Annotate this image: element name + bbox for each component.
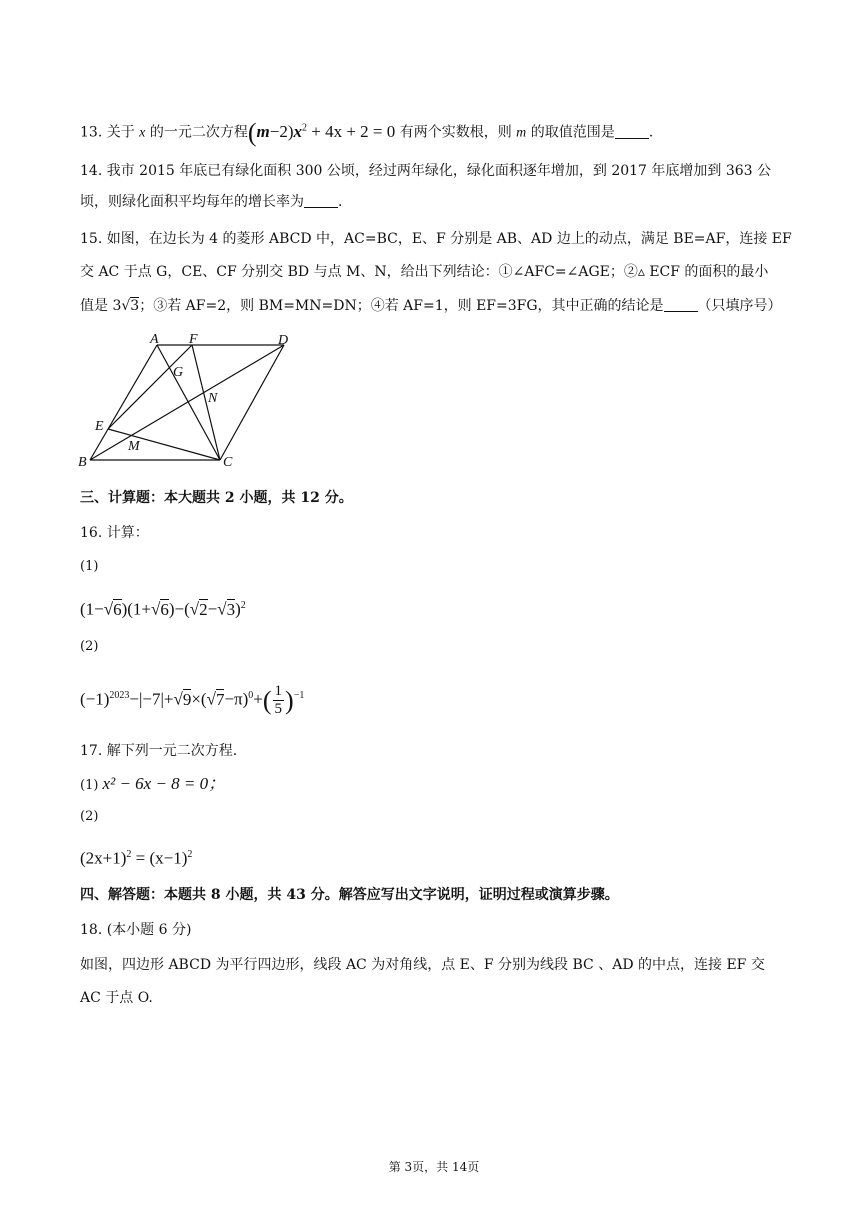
q17-part-2-label: (2) [80,809,99,824]
segment-ce [108,429,220,460]
edge-dc [220,345,284,460]
q13-prefix: 13. 关于 [80,124,140,141]
q13-mid: 的一元二次方程 [145,124,248,141]
question-16-title: 16. 计算： [80,525,149,541]
label-d: D [278,333,289,348]
question-15-line-1: 15. 如图，在边长为 4 的菱形 ABCD 中，AC=BC，E、F 分别是 AB、AD 边上的动点，满足 BE=AF，连接 EF [80,231,792,247]
section-3-heading: 三、计算题：本大题共 2 小题，共 12 分。 [80,490,353,506]
label-m: M [128,439,140,454]
question-18-title: 18. (本小题 6 分) [80,922,192,938]
sqrt-symbol: √ [121,298,131,314]
question-13: 13. 关于 x 的一元二次方程$(m-2)x^2 + 4x + 2 = 0$ 有两个实数根，则 m 的取值范围是 . [80,117,654,147]
q13-after: 有两个实数根，则 [395,124,517,141]
question-18-line-1: 如图，四边形 ABCD 为平行四边形，线段 AC 为对角线，点 E、F 分别为线段 BC 、AD 的中点，连接 EF 交 [80,957,765,973]
label-n: N [208,391,218,406]
label-c: C [223,455,233,470]
fraction-one-fifth: $\frac{1}{5}$ [274,683,283,718]
label-f: F [189,332,198,347]
q14-answer-blank [304,193,338,208]
question-14-line-2: 顷，则绿化面积平均每年的增长率为 . [80,194,343,210]
question-18-line-2: AC 于点 O. [80,990,153,1006]
q17-part-2-equation: $(2x+1)^2 = (x-1)^2$ [80,848,193,868]
q13-var-m: m [516,125,527,141]
q13-var-x: x [139,125,146,141]
label-g: G [173,365,184,380]
q13-end: 的取值范围是 [526,124,615,141]
label-a: A [150,332,159,347]
q16-part-2-label: (2) [80,639,99,654]
edge-ab [90,345,157,460]
q13-equation: $(m-2)x^2 + 4x + 2 = 0$ [247,117,396,147]
q16-part-1-expression: $(1-√6)(1+√6)-(√2-√3)^2$ [80,599,246,619]
q16-part-1-label: (1) [80,559,99,574]
rhombus-figure [70,328,310,473]
section-4-heading: 四、解答题：本题共 8 小题，共 43 分。解答应写出文字说明，证明过程或演算步骤。 [80,887,619,903]
q15-answer-blank [664,297,698,312]
q17-part-1: (1) x² − 6x − 8 = 0； [80,774,226,793]
page-footer: 第 3页，共 14页 [388,1160,480,1174]
question-17-title: 17. 解下列一元二次方程. [80,743,238,759]
question-15-line-2: 交 AC 于点 G，CE、CF 分别交 BD 与点 M、N，给出下列结论：①∠AFC=∠AGE；②▵ ECF 的面积的最小 [80,264,769,280]
label-e: E [95,419,104,434]
question-15-line-3: 值是 3√3；③若 AF=2，则 BM=MN=DN；④若 AF=1，则 EF=3FG，其中正确的结论是 （只填序号） [80,298,782,314]
diagonal-bd [90,345,284,460]
question-14-line-1: 14. 我市 2015 年底已有绿化面积 300 公顷，经过两年绿化，绿化面积逐年增加，到 2017 年底增加到 363 公 [80,163,772,179]
q16-part-2-expression: $(-1)^{2023}-|-7|+√9\times(√7-\pi)^0+$( $\frac{1}{5}$ )$^{-1}$ [80,683,305,718]
q13-answer-blank [615,124,649,139]
label-b: B [78,455,87,470]
